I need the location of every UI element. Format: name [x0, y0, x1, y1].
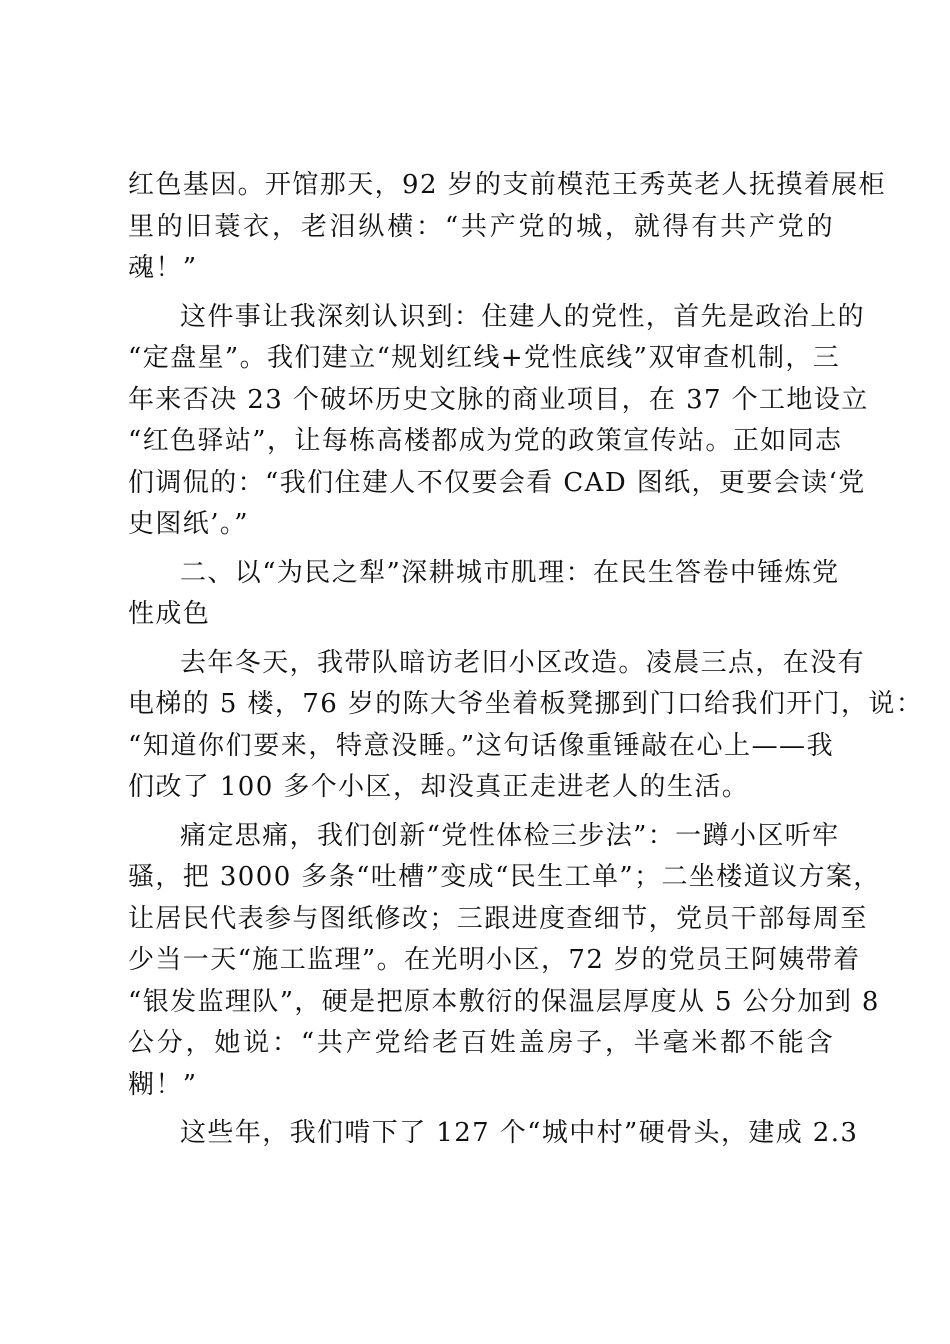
text-line: “银发监理队”，硬是把原本敷衍的保温层厚度从 5 公分加到 8 [128, 986, 880, 1017]
text-line: 痛定思痛，我们创新“党性体检三步法”：一蹲小区听牢 [180, 820, 840, 851]
text-line: 们改了 100 多个小区，却没真正走进老人的生活。 [128, 772, 750, 802]
heading-line: 二、以“为民之犁”深耕城市肌理：在民生答卷中锤炼党 [180, 557, 840, 588]
text-line: 电梯的 5 楼，76 岁的陈大爷坐着板凳挪到门口给我们开门，说： [128, 689, 924, 719]
text-line: 史图纸’。” [128, 509, 249, 539]
text-line: 里的旧蓑衣，老泪纵横：“共产党的城，就得有共产党的 [128, 211, 834, 242]
heading-line: 性成色 [128, 599, 211, 629]
paragraph [128, 816, 881, 1107]
text-line: 去年冬天，我带队暗访老旧小区改造。凌晨三点，在没有 [180, 647, 866, 678]
text-line: “红色驿站”，让每栋高楼都成为党的政策宣传站。正如同志 [128, 426, 843, 456]
section-heading [128, 553, 840, 636]
text-line: “定盘星”。我们建立“规划红线+党性底线”双审查机制，三 [128, 343, 841, 373]
paragraph [128, 643, 924, 809]
paragraph [128, 165, 886, 290]
paragraph [128, 1113, 859, 1155]
paragraph [128, 297, 869, 546]
text-line: 红色基因。开馆那天，92 岁的支前模范王秀英老人抚摸着展柜 [128, 170, 886, 200]
text-line: 骚，把 3000 多条“吐槽”变成“民生工单”；二坐楼道议方案， [128, 862, 881, 892]
text-line: 这件事让我深刻认识到：住建人的党性，首先是政治上的 [180, 301, 866, 332]
text-line: 糊！” [128, 1069, 198, 1100]
text-line: 这些年，我们啃下了 127 个“城中村”硬骨头，建成 2.3 [180, 1118, 859, 1148]
text-line: “知道你们要来，特意没睡。”这句话像重锤敲在心上——我 [128, 730, 834, 761]
text-line: 年来否决 23 个破坏历史文脉的商业项目，在 37 个工地设立 [128, 384, 869, 415]
document-body [128, 165, 924, 1162]
text-line: 魂！” [128, 253, 198, 283]
text-line: 让居民代表参与图纸修改；三跟进度查细节，党员干部每周至 [128, 903, 868, 934]
text-line: 公分，她说：“共产党给老百姓盖房子，半毫米都不能含 [128, 1028, 834, 1058]
text-line: 们调侃的：“我们住建人不仅要会看 CAD 图纸，更要会读‘党 [128, 467, 866, 498]
text-line: 少当一天“施工监理”。在光明小区，72 岁的党员王阿姨带着 [128, 945, 861, 975]
